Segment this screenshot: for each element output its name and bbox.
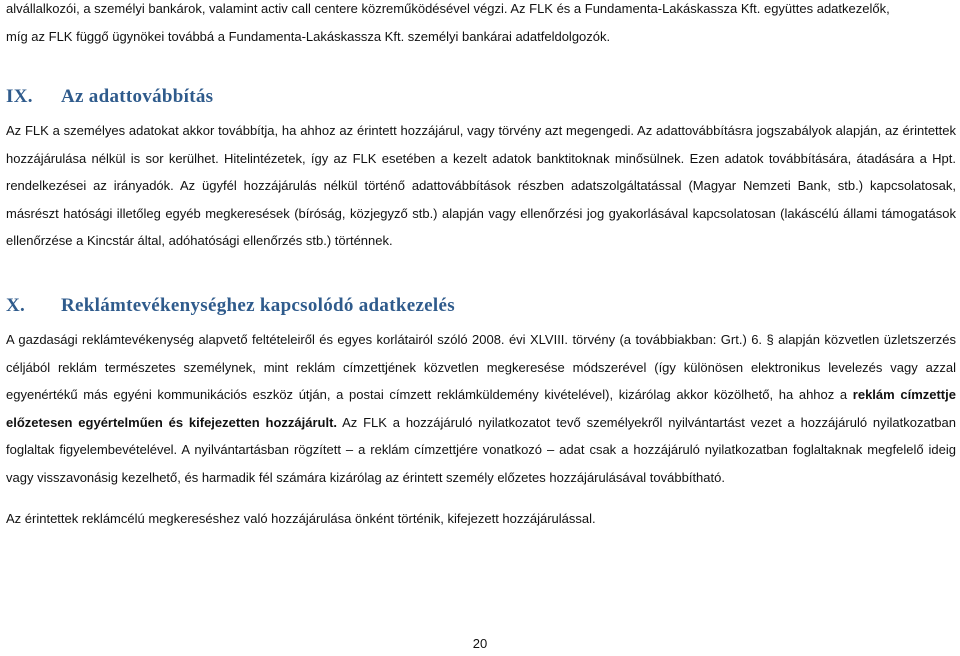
intro-text (6, 0, 956, 50)
page-number: 20 (472, 636, 488, 651)
section-x-paragraph-1 (6, 326, 956, 491)
intro-line-1: alvállalkozói, a személyi bankárok, valamint activ call centere közreműködésével végzi. Az FLK és a Fundamenta-Lakáskassza Kft. együttes adatkezelők, (6, 1, 890, 16)
section-x-number: X. (6, 295, 26, 316)
intro-line-2: míg az FLK függő ügynökei továbbá a Fundamenta-Lakáskassza Kft. személyi bankárai adatfeldolgozók. (6, 28, 611, 44)
section-x-body (6, 326, 956, 533)
section-ix-number: IX. (6, 86, 33, 107)
section-ix-body (6, 117, 956, 255)
section-ix-paragraph: Az FLK a személyes adatokat akkor továbbítja, ha ahhoz az érintett hozzájárul, vagy törvény azt megengedi. Az adattovábbításra jogszabályok alapján, az érintettek hozzájárulása nélkül is sor kerülhet. Hitelintézetek, így az FLK esetében a kezelt adatok banktitoknak minősülnek. Ezen adatok továbbítására, átadására a Hpt. rendelkezései az irányadók. Az ügyfél hozzájárulás nélkül történő adattovábbítások részben adatszolgáltatással (Magyar Nemzeti Bank, stb.) kapcsolatosak, másrészt hatósági illetőleg egyéb megkeresések (bíróság, közjegyző stb.) alapján vagy ellenőrzési jog gyakorlásával kapcsolatosan (lakáscélú állami támogatások ellenőrzése a Kincstár által, adóhatósági ellenőrzés stb.) történnek. (6, 123, 956, 248)
section-x-consent-emphasis: reklám címzettje előzetesen egyértelműen és kifejezetten hozzájárult. (6, 387, 956, 430)
section-x-title: Reklámtevékenységhez kapcsolódó adatkezelés (61, 295, 455, 316)
section-x-paragraph-2: Az érintettek reklámcélú megkereséshez való hozzájárulása önként történik, kifejezett hozzájárulással. (6, 511, 596, 526)
section-x-heading (6, 295, 455, 317)
section-x-paragraph-1-part-a: A gazdasági reklámtevékenység alapvető feltételeiről és egyes korlátairól szóló 2008. évi XLVIII. törvény (a továbbiakban: Grt.) 6. § alapján közvetlen üzletszerzés céljából reklám természetes személynek, mint reklám címzettjének közvetlen megkeresése módszerével (így különösen elektronikus levelezés vagy azzal egyenértékű más egyéni kommunikációs eszköz útján, a postai címzett reklámküldemény kivételével), kizárólag akkor közölhető, ha ahhoz a (6, 332, 956, 402)
section-x-paragraph-1-part-b: Az FLK a hozzájáruló nyilatkozatot tevő személyekről nyilvántartást vezet a hozzájáruló nyilatkozatban foglaltak figyelembevételével. A nyilvántartásban rögzített – a reklám címzettjére vonatkozó – adat csak a hozzájáruló nyilatkozatban foglaltaknak megfelelő ideig vagy visszavonásig kezelhető, és harmadik fél számára kizárólag az érintett személy előzetes hozzájárulásával továbbítható. (6, 414, 956, 485)
section-ix-heading (6, 86, 213, 108)
section-ix-title: Az adattovábbítás (61, 86, 214, 107)
